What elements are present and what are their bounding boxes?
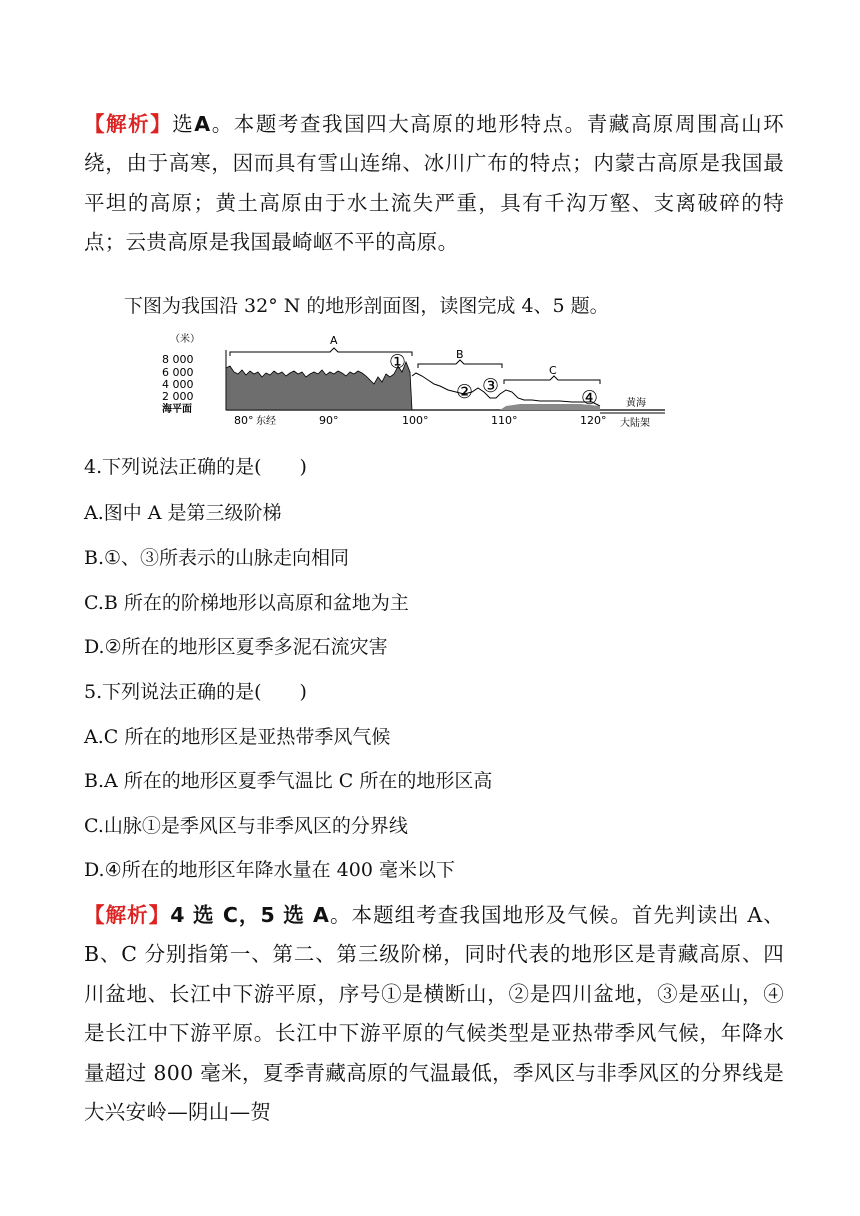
analysis-tag: 【解析】 <box>84 112 173 136</box>
analysis-text: 。本题考查我国四大高原的地形特点。青藏高原周围高山环绕，由于高寒，因而具有雪山连绵、冰川广布的特点；内蒙古高原是我国最平坦的高原；黄土高原由于水土流失严重，具有千沟万壑、支离破碎的特点；云贵高原是我国最崎岖不平的高原。 <box>84 112 784 255</box>
region-label-a: A <box>330 334 338 347</box>
marker-4: ④ <box>581 387 599 409</box>
brace-c <box>504 376 600 384</box>
question-4-option-c: C.B 所在的阶梯地形以高原和盆地为主 <box>84 592 409 614</box>
terrain-profile <box>226 362 412 410</box>
y-tick-2000: 2 000 <box>162 390 194 403</box>
region-label-c: C <box>549 364 557 377</box>
y-tick-6000: 6 000 <box>162 366 194 379</box>
marker-2: ② <box>456 381 474 403</box>
question-4-option-a: A.图中 A 是第三级阶梯 <box>84 502 282 524</box>
question-5-option-d: D.④所在的地形区年降水量在 400 毫米以下 <box>84 859 455 881</box>
analysis-text: 。本题组考查我国地形及气候。首先判读出 A、B、C 分别指第一、第二、第三级阶梯，同时代表的地形区是青藏高原、四川盆地、长江中下游平原，序号①是横断山，②是四川盆地，③是巫山，④是长江中下游平原。长江中下游平原的气候类型是亚热带季风气候，年降水量超过 800 毫米，夏季青藏高原的气温最低，季风区与非季风区的分界线是大兴安岭—阴山—贺 <box>84 903 784 1125</box>
x-tick-80: 80° <box>234 414 254 427</box>
analysis-paragraph-1 <box>84 105 784 263</box>
marker-3: ③ <box>482 375 500 397</box>
shelf-label: 大陆架 <box>620 418 650 429</box>
analysis-answer: A <box>194 112 211 136</box>
eastern-profile-line <box>412 373 600 406</box>
question-4-option-d: D.②所在的地形区夏季多泥石流灾害 <box>84 636 388 658</box>
analysis-paragraph-2 <box>84 896 784 1132</box>
brace-a <box>230 348 412 356</box>
unit-label: （米） <box>170 334 200 345</box>
question-4-stem: 4.下列说法正确的是( ) <box>84 456 307 478</box>
analysis-tag: 【解析】 <box>84 903 171 927</box>
question-5-option-a: A.C 所在的地形区是亚热带季风气候 <box>84 726 391 748</box>
analysis-answers: 4 选 C，5 选 A <box>170 903 330 927</box>
x-tick-100: 100° <box>402 414 429 427</box>
region-label-b: B <box>456 348 464 361</box>
y-tick-8000: 8 000 <box>162 353 194 366</box>
x-tick-label-east: 东经 <box>256 416 276 427</box>
question-5-stem: 5.下列说法正确的是( ) <box>84 681 307 703</box>
y-tick-sea-level: 海平面 <box>162 404 192 415</box>
marker-1: ① <box>389 351 407 373</box>
figure-intro: 下图为我国沿 32° N 的地形剖面图，读图完成 4、5 题。 <box>124 295 609 317</box>
terrain-profile-figure <box>160 328 680 430</box>
question-4-option-b: B.①、③所表示的山脉走向相同 <box>84 547 350 569</box>
question-5-option-b: B.A 所在的地形区夏季气温比 C 所在的地形区高 <box>84 770 493 792</box>
analysis-lead: 选 <box>172 112 195 136</box>
x-tick-120: 120° <box>580 414 607 427</box>
sea-label: 黄海 <box>626 398 646 409</box>
x-tick-90: 90° <box>319 414 339 427</box>
y-tick-4000: 4 000 <box>162 378 194 391</box>
x-tick-110: 110° <box>491 414 518 427</box>
brace-b <box>418 360 502 368</box>
question-5-option-c: C.山脉①是季风区与非季风区的分界线 <box>84 815 408 837</box>
